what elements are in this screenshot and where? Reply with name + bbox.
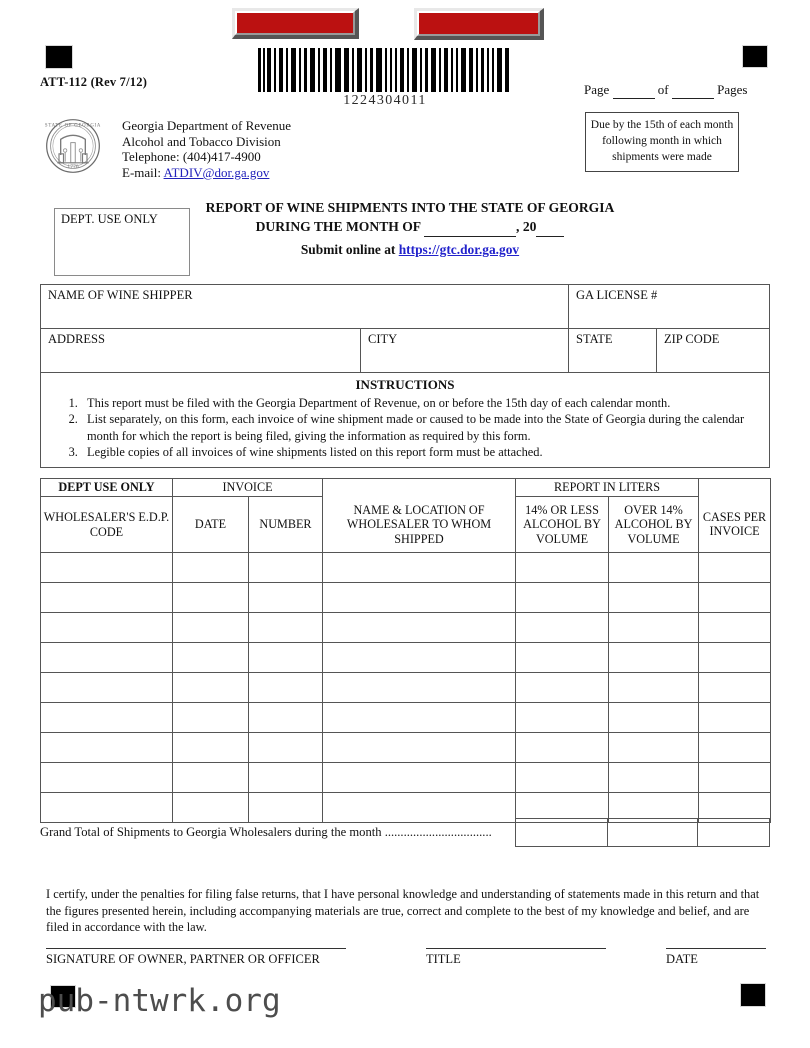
- cell-invoice-date[interactable]: [173, 673, 249, 703]
- date-label: DATE: [666, 952, 698, 966]
- cell-invoice-date[interactable]: [173, 553, 249, 583]
- instruction-item: 2. List separately, on this form, each invoice of wine shipment made or caused to be made into the State of Georgia during the calendar month for which the report is being filed, giving the information as required by this form.: [81, 411, 755, 444]
- zip-code-label: ZIP CODE: [664, 332, 720, 346]
- cell-name-location[interactable]: [323, 703, 516, 733]
- signature-line: [46, 948, 346, 949]
- cell-name-location[interactable]: [323, 613, 516, 643]
- instructions-heading: INSTRUCTIONS: [355, 377, 455, 392]
- submit-online-line: [185, 242, 635, 258]
- table-row[interactable]: [41, 583, 771, 613]
- registration-mark-bottom-right: [740, 983, 766, 1007]
- grand-total-cells: [515, 818, 770, 847]
- th-low-alcohol-liters: 14% OR LESS ALCOHOL BY VOLUME: [516, 497, 609, 553]
- th-cases-spacer: [699, 479, 771, 497]
- cell-invoice-number[interactable]: [249, 583, 323, 613]
- th-invoice-group: INVOICE: [173, 479, 323, 497]
- red-banner-bar-left-inner: [235, 11, 355, 35]
- cell-wholesaler-code[interactable]: [41, 763, 173, 793]
- th-wholesaler-edp-code: WHOLESALER'S E.D.P. CODE: [41, 497, 173, 553]
- instruction-item: 1. This report must be filed with the Georgia Department of Revenue, on or before the 15th day of each calendar month.: [81, 395, 755, 411]
- table-group-header-row: [41, 479, 771, 497]
- cell-cases[interactable]: [699, 553, 771, 583]
- cell-invoice-date[interactable]: [173, 763, 249, 793]
- agency-email-row: [122, 165, 291, 181]
- grand-total-high-alcohol[interactable]: [608, 818, 698, 847]
- cell-high-alcohol[interactable]: [609, 613, 699, 643]
- cell-cases[interactable]: [699, 613, 771, 643]
- signature-label: SIGNATURE OF OWNER, PARTNER OR OFFICER: [46, 952, 320, 966]
- month-blank-field[interactable]: [424, 217, 516, 237]
- month-comma: ,: [516, 219, 520, 234]
- cell-name-location[interactable]: [323, 643, 516, 673]
- page-of-label: of: [657, 82, 669, 97]
- th-name-location-of-wholesaler: NAME & LOCATION OF WHOLESALER TO WHOM SHIPPED: [323, 497, 516, 553]
- table-column-header-row: [41, 497, 771, 553]
- cell-invoice-date[interactable]: [173, 613, 249, 643]
- cell-invoice-date[interactable]: [173, 643, 249, 673]
- th-high-alcohol-liters: OVER 14% ALCOHOL BY VOLUME: [609, 497, 699, 553]
- barcode-image: [258, 48, 512, 92]
- cell-low-alcohol[interactable]: [516, 643, 609, 673]
- certification-statement: I certify, under the penalties for filing false returns, that I have personal knowledge and understanding of statements made in this return and that the figures presented herein, including accompanying materials are true, correct and complete to the best of my knowledge and belief, and are filed in accordance with the law.: [46, 887, 760, 935]
- georgia-state-seal-icon: [45, 118, 101, 174]
- page-label: Page: [584, 82, 610, 97]
- red-banner-bar-right-inner: [417, 11, 540, 36]
- cell-invoice-date[interactable]: [173, 703, 249, 733]
- cell-invoice-number[interactable]: [249, 613, 323, 643]
- cell-cases[interactable]: [699, 643, 771, 673]
- gtc-portal-link[interactable]: https://gtc.dor.ga.gov: [398, 242, 520, 257]
- ga-license-field[interactable]: [569, 285, 769, 329]
- shipper-name-row: [41, 285, 769, 329]
- dept-use-only-box[interactable]: [54, 208, 190, 276]
- cell-invoice-number[interactable]: [249, 643, 323, 673]
- cell-low-alcohol[interactable]: [516, 673, 609, 703]
- th-name-location-spacer: [323, 479, 516, 497]
- cell-invoice-date[interactable]: [173, 583, 249, 613]
- registration-mark-top-left: [45, 45, 73, 69]
- cell-high-alcohol[interactable]: [609, 583, 699, 613]
- grand-total-low-alcohol[interactable]: [515, 818, 608, 847]
- th-report-in-liters-group: REPORT IN LITERS: [516, 479, 699, 497]
- address-label: ADDRESS: [48, 332, 105, 346]
- table-row[interactable]: [41, 643, 771, 673]
- instructions-section: [41, 373, 769, 467]
- state-label: STATE: [576, 332, 613, 346]
- cell-cases[interactable]: [699, 583, 771, 613]
- th-invoice-date: DATE: [173, 497, 249, 553]
- cell-name-location[interactable]: [323, 763, 516, 793]
- table-body: [41, 553, 771, 823]
- cell-low-alcohol[interactable]: [516, 733, 609, 763]
- table-row[interactable]: [41, 553, 771, 583]
- th-invoice-number: NUMBER: [249, 497, 323, 553]
- cell-wholesaler-code[interactable]: [41, 613, 173, 643]
- source-watermark: pub-ntwrk.org: [38, 983, 281, 1019]
- cell-wholesaler-code[interactable]: [41, 643, 173, 673]
- due-date-notice: Due by the 15th of each month following month in which shipments were made: [585, 112, 739, 172]
- cell-cases[interactable]: [699, 763, 771, 793]
- agency-division: Alcohol and Tobacco Division: [122, 133, 281, 149]
- cell-cases[interactable]: [699, 733, 771, 763]
- date-line: [666, 948, 766, 949]
- cell-wholesaler-code[interactable]: [41, 673, 173, 703]
- svg-text:STATE OF GEORGIA: STATE OF GEORGIA: [45, 123, 101, 129]
- year-prefix: 20: [522, 219, 537, 234]
- address-field[interactable]: [41, 329, 361, 373]
- cell-low-alcohol[interactable]: [516, 613, 609, 643]
- cell-name-location[interactable]: [323, 553, 516, 583]
- cell-name-location[interactable]: [323, 673, 516, 703]
- name-of-wine-shipper-field[interactable]: [41, 285, 569, 329]
- page-of-pages: [584, 82, 747, 99]
- cell-invoice-number[interactable]: [249, 553, 323, 583]
- state-field[interactable]: [569, 329, 657, 373]
- agency-info-block: [122, 118, 291, 180]
- city-field[interactable]: [361, 329, 569, 373]
- grand-total-row: [40, 818, 770, 847]
- grand-total-cases[interactable]: [698, 818, 770, 847]
- cell-invoice-number[interactable]: [249, 703, 323, 733]
- agency-name: Georgia Department of Revenue: [122, 118, 292, 133]
- page-total-blank[interactable]: [672, 82, 714, 99]
- cell-low-alcohol[interactable]: [516, 583, 609, 613]
- grand-total-label: Grand Total of Shipments to Georgia Wholesalers during the month ..................................: [40, 825, 492, 839]
- cell-high-alcohol[interactable]: [609, 763, 699, 793]
- cell-high-alcohol[interactable]: [609, 643, 699, 673]
- instructions-list: [41, 395, 769, 467]
- registration-mark-top-right: [742, 45, 768, 68]
- table-row[interactable]: [41, 613, 771, 643]
- cell-low-alcohol[interactable]: [516, 763, 609, 793]
- dept-use-only-label: DEPT. USE ONLY: [61, 212, 158, 226]
- cell-high-alcohol[interactable]: [609, 553, 699, 583]
- cell-high-alcohol[interactable]: [609, 703, 699, 733]
- year-blank-field[interactable]: [536, 217, 564, 237]
- agency-telephone: Telephone: (404)417-4900: [122, 149, 261, 165]
- red-banner-bar-left: [232, 8, 359, 39]
- cell-high-alcohol[interactable]: [609, 733, 699, 763]
- cell-invoice-number[interactable]: [249, 763, 323, 793]
- cell-cases[interactable]: [699, 673, 771, 703]
- shipper-and-instructions-panel: [40, 284, 770, 468]
- table-head: [41, 479, 771, 553]
- barcode-number: 1224304011: [343, 93, 427, 108]
- red-banner-bar-right: [414, 8, 544, 40]
- cell-wholesaler-code[interactable]: [41, 703, 173, 733]
- agency-email-link[interactable]: ATDIV@dor.ga.gov: [163, 164, 270, 180]
- submit-online-label: Submit online at: [300, 242, 396, 257]
- city-label: CITY: [368, 332, 398, 346]
- page-title-line1: REPORT OF WINE SHIPMENTS INTO THE STATE OF GEORGIA: [205, 200, 615, 215]
- cell-low-alcohol[interactable]: [516, 703, 609, 733]
- page-title: [185, 198, 635, 237]
- pages-label: Pages: [717, 82, 748, 97]
- month-of-label: DURING THE MONTH OF: [255, 219, 421, 234]
- title-label: TITLE: [426, 952, 461, 966]
- cell-low-alcohol[interactable]: [516, 553, 609, 583]
- ga-license-label: GA LICENSE #: [576, 288, 658, 302]
- table-row[interactable]: [41, 673, 771, 703]
- cell-wholesaler-code[interactable]: [41, 583, 173, 613]
- table-row[interactable]: [41, 703, 771, 733]
- zip-code-field[interactable]: [657, 329, 769, 373]
- cell-name-location[interactable]: [323, 733, 516, 763]
- form-number: ATT-112 (Rev 7/12): [40, 75, 148, 89]
- title-line: [426, 948, 606, 949]
- th-dept-use-only: DEPT USE ONLY: [41, 479, 173, 497]
- barcode-block: [258, 48, 512, 109]
- cell-invoice-number[interactable]: [249, 673, 323, 703]
- svg-text:1776: 1776: [67, 163, 79, 170]
- cell-invoice-number[interactable]: [249, 733, 323, 763]
- page-title-line2: [185, 217, 635, 237]
- cell-wholesaler-code[interactable]: [41, 733, 173, 763]
- signature-row: [46, 948, 770, 974]
- th-cases-per-invoice: CASES PER INVOICE: [699, 497, 771, 553]
- cell-high-alcohol[interactable]: [609, 673, 699, 703]
- instruction-item: 3. Legible copies of all invoices of wine shipments listed on this report form must be attached.: [81, 444, 755, 460]
- email-label: E-mail:: [122, 164, 161, 180]
- table-row[interactable]: [41, 733, 771, 763]
- table-row[interactable]: [41, 763, 771, 793]
- cell-name-location[interactable]: [323, 583, 516, 613]
- page-number-blank[interactable]: [613, 82, 655, 99]
- name-of-wine-shipper-label: NAME OF WINE SHIPPER: [48, 288, 193, 302]
- cell-cases[interactable]: [699, 703, 771, 733]
- cell-wholesaler-code[interactable]: [41, 553, 173, 583]
- cell-invoice-date[interactable]: [173, 733, 249, 763]
- shipper-address-row: [41, 329, 769, 373]
- wine-shipments-table: [40, 478, 771, 823]
